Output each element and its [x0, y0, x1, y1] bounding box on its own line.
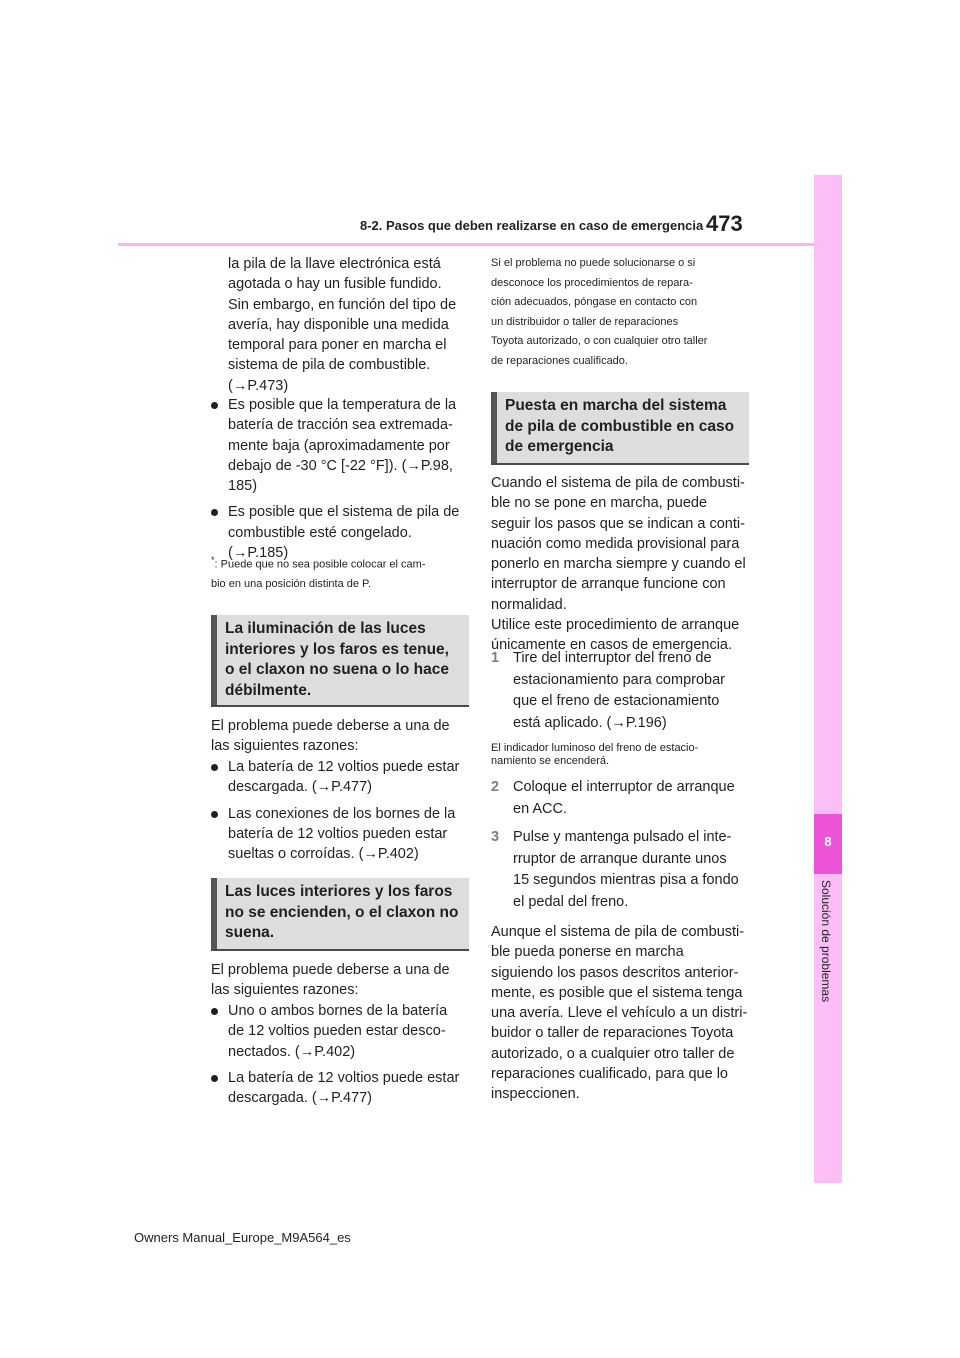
section-heading-text: Puesta en marcha del sistema de pila de combustible en caso de emergencia: [505, 397, 735, 455]
step-item: [491, 777, 756, 820]
bullet-icon: [211, 764, 218, 771]
list-item-text: Es posible que el sistema de pila de combustible esté congelado. (→P.185): [228, 504, 460, 562]
step-number: 2: [491, 779, 500, 795]
footnote-text: : Puede que no sea posible colocar el cam- bio en una posición distinta de P.: [211, 558, 426, 591]
step-item: [491, 827, 756, 914]
bullet-icon: [211, 1008, 218, 1015]
list-item-text: Uno o ambos bornes de la batería de 12 voltios pueden estar desco- nectados. (→P.402): [228, 1003, 448, 1060]
list-item: [211, 757, 476, 798]
bullet-list-reasons: [211, 757, 476, 864]
page-number: 473: [706, 211, 743, 236]
step-1: [491, 648, 756, 735]
step-note: El indicador luminoso del freno de estacio- namiento se encenderá.: [491, 742, 699, 767]
list-item: [211, 1068, 476, 1109]
footnote-mark: *: [211, 555, 215, 565]
paragraph: Cuando el sistema de pila de combusti- ble no se pone en marcha, puede seguir los pasos que se indican a conti- nuación como medida provisional para ponerlo en marcha siempre y cuando el interruptor de arranque funcione con normalidad. Utilice este procedimiento de arranque únicamente en casos de emergencia.: [491, 475, 746, 654]
bullet-list-reasons: [211, 1001, 476, 1108]
paragraph: Aunque el sistema de pila de combusti- ble pueda ponerse en marcha siguiendo los pasos descritos anterior- mente, es posible que el sistema tenga una avería. Lleve el vehículo a un distri- buidor o taller de reparaciones Toyota autorizado, o a cualquier otro taller de reparaciones cualificado, para que lo inspeccionen.: [491, 924, 748, 1103]
list-item-text: Las conexiones de los bornes de la batería de 12 voltios pueden estar sueltas o corroídas. (→P.402): [228, 805, 456, 863]
footnote: [211, 551, 476, 595]
list-item-text: La batería de 12 voltios puede estar descargada. (→P.477): [228, 759, 460, 796]
section-heading-dim-lights: [211, 615, 469, 707]
list-item: [211, 804, 476, 865]
paragraph: El problema puede deberse a una de las siguientes razones:: [211, 718, 450, 755]
paragraph: El problema puede deberse a una de las siguientes razones:: [211, 962, 450, 999]
step-number: 3: [491, 829, 500, 845]
bullet-icon: [211, 509, 218, 516]
header-divider: [118, 243, 841, 246]
step-item: [491, 648, 756, 735]
step-text: Pulse y mantenga pulsado el inte- rruptor de arranque durante unos 15 segundos mientras pisa a fondo el pedal del freno.: [513, 829, 739, 911]
footer-text: Owners Manual_Europe_M9A564_es: [134, 1230, 351, 1245]
list-item: [211, 395, 476, 496]
step-text: Tire del interruptor del freno de estacionamiento para comprobar que el freno de estacionamiento está aplicado. (→P.196): [513, 650, 725, 732]
step-text: Coloque el interruptor de arranque en ACC.: [513, 779, 735, 817]
section-heading-emergency-start: [491, 392, 749, 465]
intro-text: la pila de la llave electrónica está agotada o hay un fusible fundido. Sin embargo, en función del tipo de avería, hay disponible una medida temporal para poner en marcha el sistema de pila de combustible. (→P.473): [228, 256, 457, 394]
bullet-list-causes: [211, 395, 476, 563]
note-text: Si el problema no puede solucionarse o si desconoce los procedimientos de repara- ción adecuados, póngase en contacto con un distribuidor o taller de reparaciones Toyota autorizado, o con cualquier otro taller de reparaciones cualificado.: [491, 257, 708, 367]
step-2: [491, 777, 756, 820]
chapter-title: Solución de problemas: [819, 880, 833, 1003]
bullet-icon: [211, 811, 218, 818]
section-heading-no-lights: [211, 878, 469, 951]
chapter-number: 8: [824, 834, 832, 849]
list-item-text: Es posible que la temperatura de la batería de tracción sea extremada- mente baja (aproximadamente por debajo de -30 °C [-22 °F]). (→P.98, 185): [228, 397, 457, 495]
step-3: [491, 827, 756, 914]
bullet-icon: [211, 402, 218, 409]
step-number: 1: [491, 650, 500, 666]
chapter-side-tab: [814, 175, 842, 1183]
section-title: 8-2. Pasos que deben realizarse en caso de emergencia: [360, 218, 704, 233]
list-item: [211, 1001, 476, 1062]
section-heading-text: Las luces interiores y los faros no se encienden, o el claxon no suena.: [225, 883, 459, 941]
list-item-text: La batería de 12 voltios puede estar descargada. (→P.477): [228, 1069, 460, 1107]
chapter-title-vertical: [819, 880, 839, 1020]
section-heading-text: La iluminación de las luces interiores y los faros es tenue, o el claxon no suena o lo hace débilmente.: [225, 620, 449, 699]
bullet-icon: [211, 1075, 218, 1082]
